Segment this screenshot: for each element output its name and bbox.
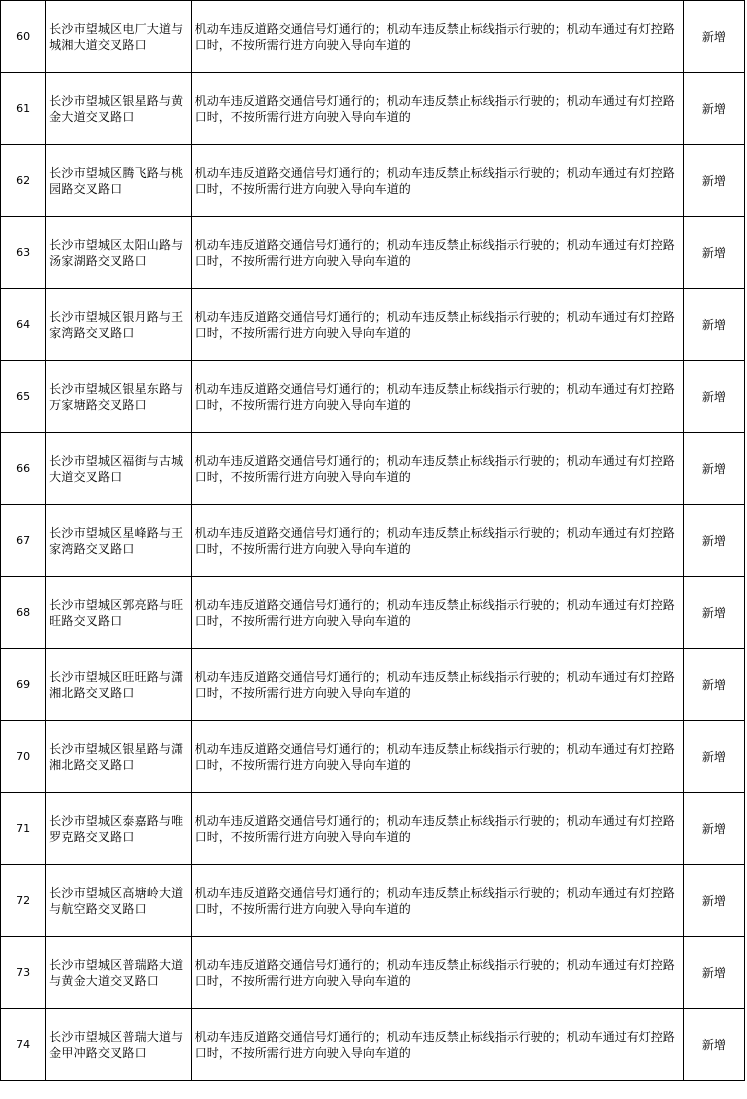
row-number: 66 <box>16 461 31 475</box>
location-cell <box>46 217 192 289</box>
location-cell <box>46 505 192 577</box>
violation-description: 机动车违反道路交通信号灯通行的；机动车违反禁止标线指示行驶的；机动车通过有灯控路口时，不按所需行进方向驶入导向车道的 <box>194 669 675 700</box>
location-text: 长沙市望城区银月路与王家湾路交叉路口 <box>49 309 184 340</box>
location-cell <box>46 289 192 361</box>
violation-description: 机动车违反道路交通信号灯通行的；机动车违反禁止标线指示行驶的；机动车通过有灯控路口时，不按所需行进方向驶入导向车道的 <box>194 165 675 196</box>
violation-description: 机动车违反道路交通信号灯通行的；机动车违反禁止标线指示行驶的；机动车通过有灯控路口时，不按所需行进方向驶入导向车道的 <box>194 957 675 988</box>
row-number-cell <box>1 721 46 793</box>
status-text: 新增 <box>701 389 726 404</box>
row-number: 70 <box>16 749 31 763</box>
status-cell <box>683 73 744 145</box>
table-row <box>1 721 745 793</box>
violation-description: 机动车违反道路交通信号灯通行的；机动车违反禁止标线指示行驶的；机动车通过有灯控路口时，不按所需行进方向驶入导向车道的 <box>194 597 675 628</box>
status-cell <box>683 865 744 937</box>
row-number-cell <box>1 361 46 433</box>
violation-description-cell <box>191 145 683 217</box>
status-cell <box>683 361 744 433</box>
status-cell <box>683 793 744 865</box>
location-cell <box>46 433 192 505</box>
location-cell <box>46 577 192 649</box>
location-text: 长沙市望城区太阳山路与汤家湖路交叉路口 <box>49 237 184 268</box>
row-number-cell <box>1 649 46 721</box>
table-body <box>1 1 745 1081</box>
status-text: 新增 <box>701 821 726 836</box>
row-number: 72 <box>16 893 31 907</box>
status-cell <box>683 145 744 217</box>
status-text: 新增 <box>701 245 726 260</box>
location-cell <box>46 865 192 937</box>
violation-description-cell <box>191 649 683 721</box>
violation-description: 机动车违反道路交通信号灯通行的；机动车违反禁止标线指示行驶的；机动车通过有灯控路口时，不按所需行进方向驶入导向车道的 <box>194 453 675 484</box>
table-row <box>1 505 745 577</box>
location-text: 长沙市望城区星峰路与王家湾路交叉路口 <box>49 525 184 556</box>
violation-description-cell <box>191 505 683 577</box>
violation-description-cell <box>191 73 683 145</box>
violation-description-cell <box>191 289 683 361</box>
row-number: 65 <box>16 389 31 403</box>
status-text: 新增 <box>701 749 726 764</box>
status-text: 新增 <box>701 29 726 44</box>
violation-description-cell <box>191 361 683 433</box>
status-cell <box>683 289 744 361</box>
status-cell <box>683 649 744 721</box>
row-number-cell <box>1 793 46 865</box>
status-text: 新增 <box>701 1037 726 1052</box>
status-text: 新增 <box>701 605 726 620</box>
violation-description: 机动车违反道路交通信号灯通行的；机动车违反禁止标线指示行驶的；机动车通过有灯控路口时，不按所需行进方向驶入导向车道的 <box>194 309 675 340</box>
row-number: 62 <box>16 173 31 187</box>
status-cell <box>683 577 744 649</box>
location-text: 长沙市望城区腾飞路与桃园路交叉路口 <box>49 165 184 196</box>
location-cell <box>46 361 192 433</box>
violation-description-cell <box>191 937 683 1009</box>
row-number: 63 <box>16 245 31 259</box>
status-text: 新增 <box>701 173 726 188</box>
violation-description: 机动车违反道路交通信号灯通行的；机动车违反禁止标线指示行驶的；机动车通过有灯控路口时，不按所需行进方向驶入导向车道的 <box>194 93 675 124</box>
location-text: 长沙市望城区高塘岭大道与航空路交叉路口 <box>49 885 184 916</box>
location-cell <box>46 73 192 145</box>
row-number: 64 <box>16 317 31 331</box>
status-cell <box>683 433 744 505</box>
location-text: 长沙市望城区普瑞路大道与黄金大道交叉路口 <box>49 957 184 988</box>
status-cell <box>683 1009 744 1081</box>
table-row <box>1 433 745 505</box>
row-number: 67 <box>16 533 31 547</box>
status-cell <box>683 721 744 793</box>
row-number-cell <box>1 217 46 289</box>
status-cell <box>683 1 744 73</box>
violation-description: 机动车违反道路交通信号灯通行的；机动车违反禁止标线指示行驶的；机动车通过有灯控路口时，不按所需行进方向驶入导向车道的 <box>194 237 675 268</box>
location-cell <box>46 1 192 73</box>
row-number-cell <box>1 505 46 577</box>
violation-description: 机动车违反道路交通信号灯通行的；机动车违反禁止标线指示行驶的；机动车通过有灯控路口时，不按所需行进方向驶入导向车道的 <box>194 525 675 556</box>
status-text: 新增 <box>701 461 726 476</box>
row-number-cell <box>1 937 46 1009</box>
location-text: 长沙市望城区银星东路与万家塘路交叉路口 <box>49 381 184 412</box>
row-number: 73 <box>16 965 31 979</box>
table-row <box>1 217 745 289</box>
status-text: 新增 <box>701 893 726 908</box>
table-row <box>1 1009 745 1081</box>
row-number-cell <box>1 865 46 937</box>
violation-description-cell <box>191 1 683 73</box>
row-number-cell <box>1 73 46 145</box>
status-text: 新增 <box>701 317 726 332</box>
row-number-cell <box>1 1009 46 1081</box>
location-text: 长沙市望城区福街与古城大道交叉路口 <box>49 453 184 484</box>
table-row <box>1 289 745 361</box>
status-cell <box>683 505 744 577</box>
violation-description-cell <box>191 793 683 865</box>
row-number: 68 <box>16 605 31 619</box>
location-text: 长沙市望城区旺旺路与潇湘北路交叉路口 <box>49 669 184 700</box>
table-row <box>1 937 745 1009</box>
status-text: 新增 <box>701 533 726 548</box>
row-number-cell <box>1 289 46 361</box>
table-row <box>1 865 745 937</box>
row-number: 61 <box>16 101 31 115</box>
violation-description-cell <box>191 1009 683 1081</box>
table-row <box>1 649 745 721</box>
status-text: 新增 <box>701 101 726 116</box>
status-text: 新增 <box>701 677 726 692</box>
violation-description: 机动车违反道路交通信号灯通行的；机动车违反禁止标线指示行驶的；机动车通过有灯控路口时，不按所需行进方向驶入导向车道的 <box>194 813 675 844</box>
row-number-cell <box>1 1 46 73</box>
row-number-cell <box>1 145 46 217</box>
location-text: 长沙市望城区银星路与潇湘北路交叉路口 <box>49 741 184 772</box>
violation-description-cell <box>191 217 683 289</box>
table-row <box>1 361 745 433</box>
location-text: 长沙市望城区普瑞大道与金甲冲路交叉路口 <box>49 1029 184 1060</box>
location-text: 长沙市望城区银星路与黄金大道交叉路口 <box>49 93 184 124</box>
row-number-cell <box>1 577 46 649</box>
status-cell <box>683 217 744 289</box>
table-row <box>1 145 745 217</box>
violation-description-cell <box>191 721 683 793</box>
violation-description: 机动车违反道路交通信号灯通行的；机动车违反禁止标线指示行驶的；机动车通过有灯控路口时，不按所需行进方向驶入导向车道的 <box>194 381 675 412</box>
violation-description: 机动车违反道路交通信号灯通行的；机动车违反禁止标线指示行驶的；机动车通过有灯控路口时，不按所需行进方向驶入导向车道的 <box>194 1029 675 1060</box>
location-text: 长沙市望城区郭亮路与旺旺路交叉路口 <box>49 597 184 628</box>
table-row <box>1 73 745 145</box>
violation-description-cell <box>191 433 683 505</box>
location-cell <box>46 649 192 721</box>
status-cell <box>683 937 744 1009</box>
location-cell <box>46 793 192 865</box>
location-cell <box>46 145 192 217</box>
table-row <box>1 1 745 73</box>
row-number: 69 <box>16 677 31 691</box>
location-cell <box>46 1009 192 1081</box>
status-text: 新增 <box>701 965 726 980</box>
location-text: 长沙市望城区电厂大道与城湘大道交叉路口 <box>49 21 184 52</box>
location-cell <box>46 721 192 793</box>
violation-description: 机动车违反道路交通信号灯通行的；机动车违反禁止标线指示行驶的；机动车通过有灯控路口时，不按所需行进方向驶入导向车道的 <box>194 741 675 772</box>
table-row <box>1 793 745 865</box>
row-number: 74 <box>16 1037 31 1051</box>
table-row <box>1 577 745 649</box>
location-text: 长沙市望城区泰嘉路与唯罗克路交叉路口 <box>49 813 184 844</box>
violation-description-cell <box>191 577 683 649</box>
location-cell <box>46 937 192 1009</box>
violation-description: 机动车违反道路交通信号灯通行的；机动车违反禁止标线指示行驶的；机动车通过有灯控路口时，不按所需行进方向驶入导向车道的 <box>194 21 675 52</box>
row-number-cell <box>1 433 46 505</box>
violation-description-cell <box>191 865 683 937</box>
violation-description: 机动车违反道路交通信号灯通行的；机动车违反禁止标线指示行驶的；机动车通过有灯控路口时，不按所需行进方向驶入导向车道的 <box>194 885 675 916</box>
row-number: 60 <box>16 29 31 43</box>
row-number: 71 <box>16 821 31 835</box>
